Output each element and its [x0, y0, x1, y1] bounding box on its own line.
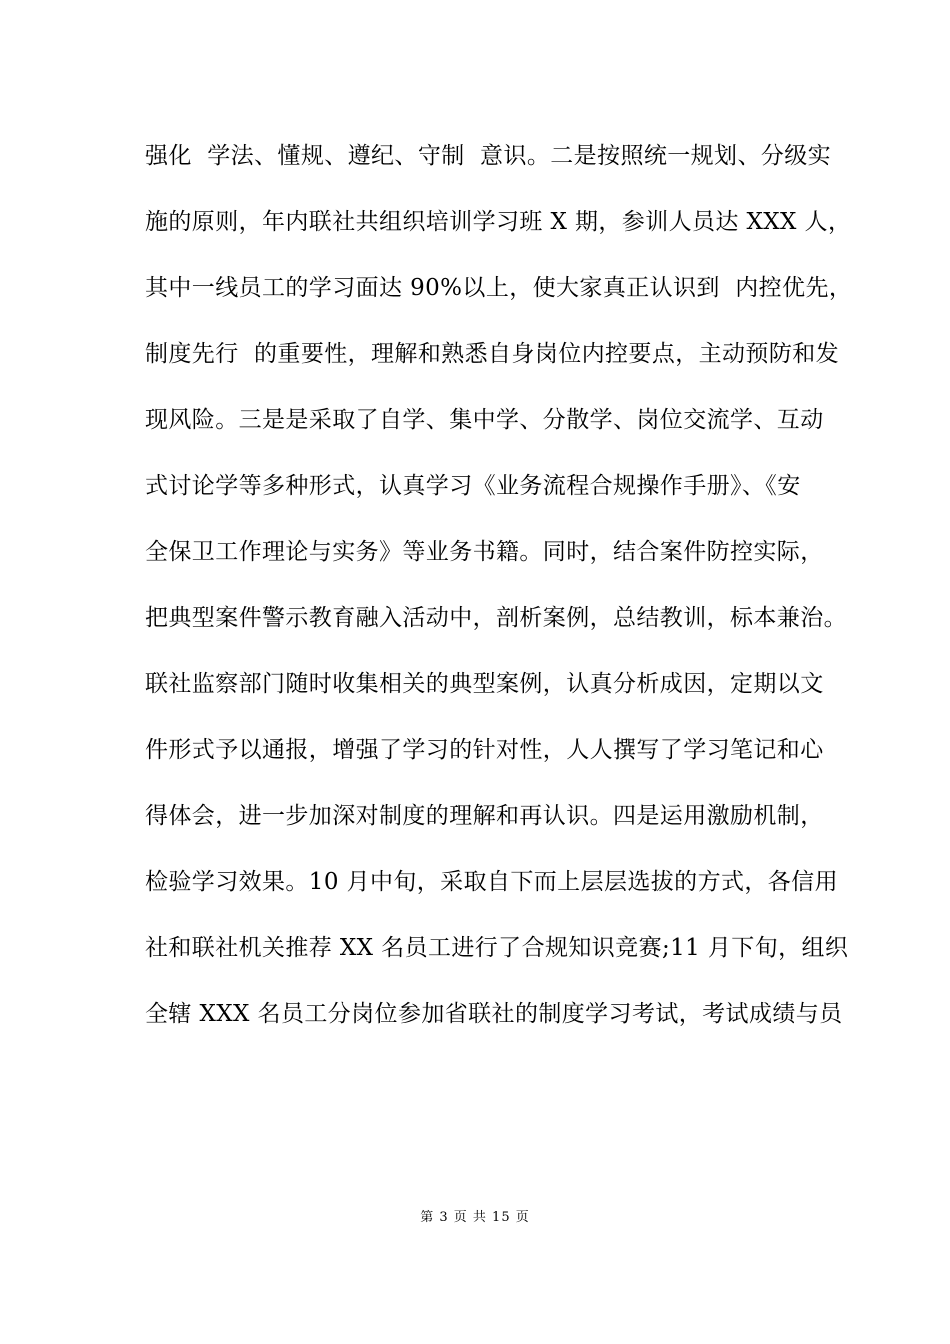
text-line: 现风险。三是是采取了自学、集中学、分散学、岗位交流学、互动	[145, 407, 824, 433]
text-line: 把典型案件警示教育融入活动中，剖析案例，总结教训，标本兼治。	[145, 605, 847, 631]
text-line: 其中一线员工的学习面达 90%以上，使大家真正认识到 内控优先，	[145, 275, 853, 301]
text-line: 制度先行 的重要性，理解和熟悉自身岗位内控要点，主动预防和发	[145, 341, 840, 367]
text-line: 施的原则，年内联社共组织培训学习班 X 期，参训人员达 XXX 人，	[145, 209, 852, 235]
text-line: 强化 学法、懂规、遵纪、守制 意识。二是按照统一规划、分级实	[145, 143, 832, 169]
text-line: 式讨论学等多种形式，认真学习《业务流程合规操作手册》、《安	[145, 473, 801, 499]
text-line: 得体会，进一步加深对制度的理解和再认识。四是运用激励机制，	[145, 803, 824, 829]
text-line: 联社监察部门随时收集相关的典型案例，认真分析成因，定期以文	[145, 671, 824, 697]
page-number-footer: 第 3 页 共 15 页	[420, 1210, 530, 1225]
text-line: 全保卫工作理论与实务》等业务书籍。同时，结合案件防控实际，	[145, 539, 824, 565]
text-line: 社和联社机关推荐 XX 名员工进行了合规知识竞赛;11 月下旬，组织	[145, 935, 849, 961]
text-line: 全辖 XXX 名员工分岗位参加省联社的制度学习考试，考试成绩与员	[145, 1001, 843, 1027]
text-line: 件形式予以通报，增强了学习的针对性，人人撰写了学习笔记和心	[145, 737, 824, 763]
text-line: 检验学习效果。10 月中旬，采取自下而上层层选拔的方式，各信用	[145, 869, 838, 895]
body-text	[145, 130, 853, 1054]
